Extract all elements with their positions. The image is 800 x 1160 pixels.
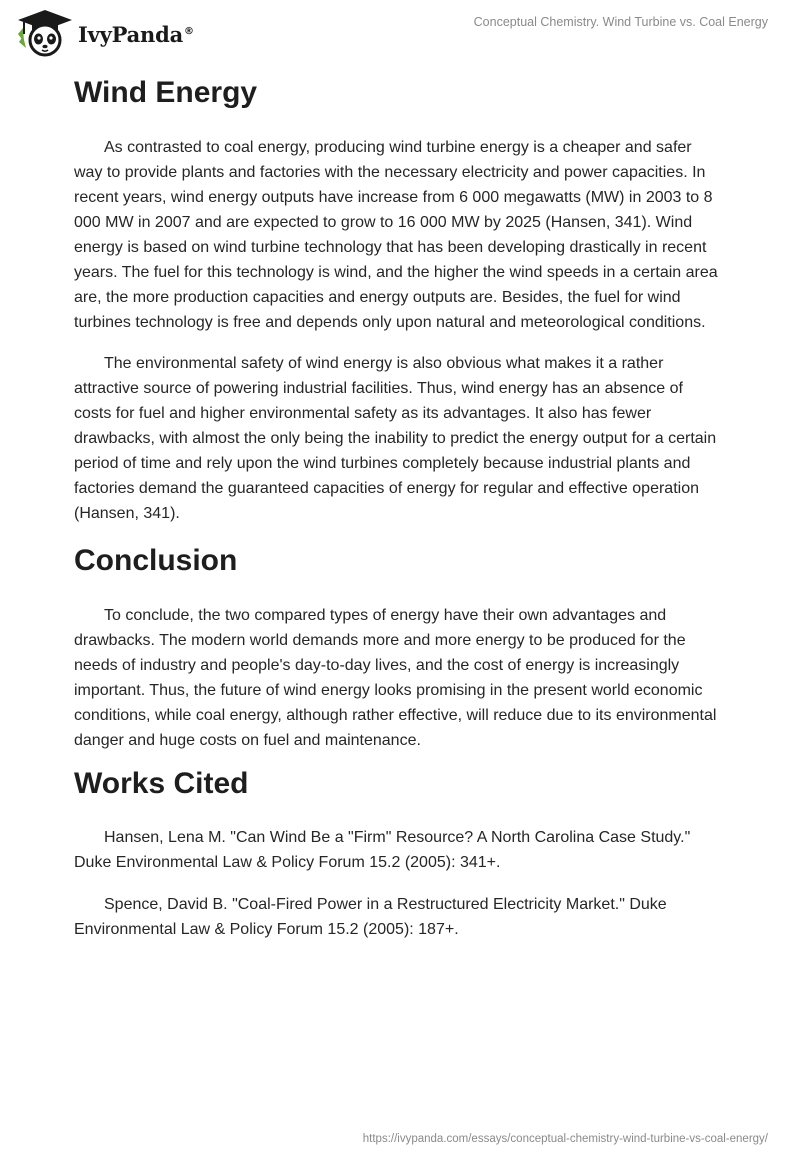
panda-graduation-cap-icon xyxy=(14,8,76,58)
source-url[interactable]: https://ivypanda.com/essays/conceptual-chemistry-wind-turbine-vs-coal-energy/ xyxy=(362,1133,768,1145)
wind-energy-paragraph-2: The environmental safety of wind energy is also obvious what makes it a rather attractive source of powering industrial facilities. Thus, wind energy has an absence of costs for fuel and higher environmental safety as its advantages. It also has fewer drawbacks, with almost the only being the inability to predict the energy output for a certain period of time and rely upon the wind turbines completely because industrial plants and factories demand the guaranteed capacities of energy for regular and effective operation (Hansen, 341). xyxy=(74,355,717,522)
citation-hansen: Hansen, Lena M. "Can Wind Be a "Firm" Resource? A North Carolina Case Study." Duke Environmental Law & Policy Forum 15.2 (2005): 341+. xyxy=(74,829,691,871)
conclusion-paragraph: To conclude, the two compared types of energy have their own advantages and drawbacks. The modern world demands more and more energy to be produced for the needs of industry and people's day-to-day lives, and the cost of energy is increasingly important. Thus, the future of wind energy looks promising in the present world economic conditions, while coal energy, although rather effective, will reduce due to its environmental danger and huge costs on fuel and maintenance. xyxy=(74,607,717,749)
conclusion-heading: Conclusion xyxy=(74,544,238,577)
page-header xyxy=(0,0,800,70)
wind-energy-heading: Wind Energy xyxy=(74,76,258,109)
ivypanda-logo[interactable] xyxy=(14,8,194,58)
citation-spence: Spence, David B. "Coal-Fired Power in a Restructured Electricity Market." Duke Environmental Law & Policy Forum 15.2 (2005): 187+. xyxy=(74,896,667,938)
wind-energy-paragraph-1: As contrasted to coal energy, producing wind turbine energy is a cheaper and safer way to provide plants and factories with the necessary electricity and power capacities. In recent years, wind energy outputs have increase from 6 000 megawatts (MW) in 2003 to 8 000 MW in 2007 and are expected to grow to 16 000 MW by 2025 (Hansen, 341). Wind energy is based on wind turbine technology that has been developing drastically in recent years. The fuel for this technology is wind, and the higher the wind speeds in a certain area are, the more production capacities and energy outputs are. Besides, the fuel for wind turbines technology is free and depends only upon natural and meteorological conditions. xyxy=(74,139,718,331)
logo-wordmark: IvyPanda® xyxy=(78,21,194,47)
running-title: Conceptual Chemistry. Wind Turbine vs. Coal Energy xyxy=(473,15,768,29)
essay-content xyxy=(74,72,724,942)
works-cited-heading: Works Cited xyxy=(74,767,249,800)
